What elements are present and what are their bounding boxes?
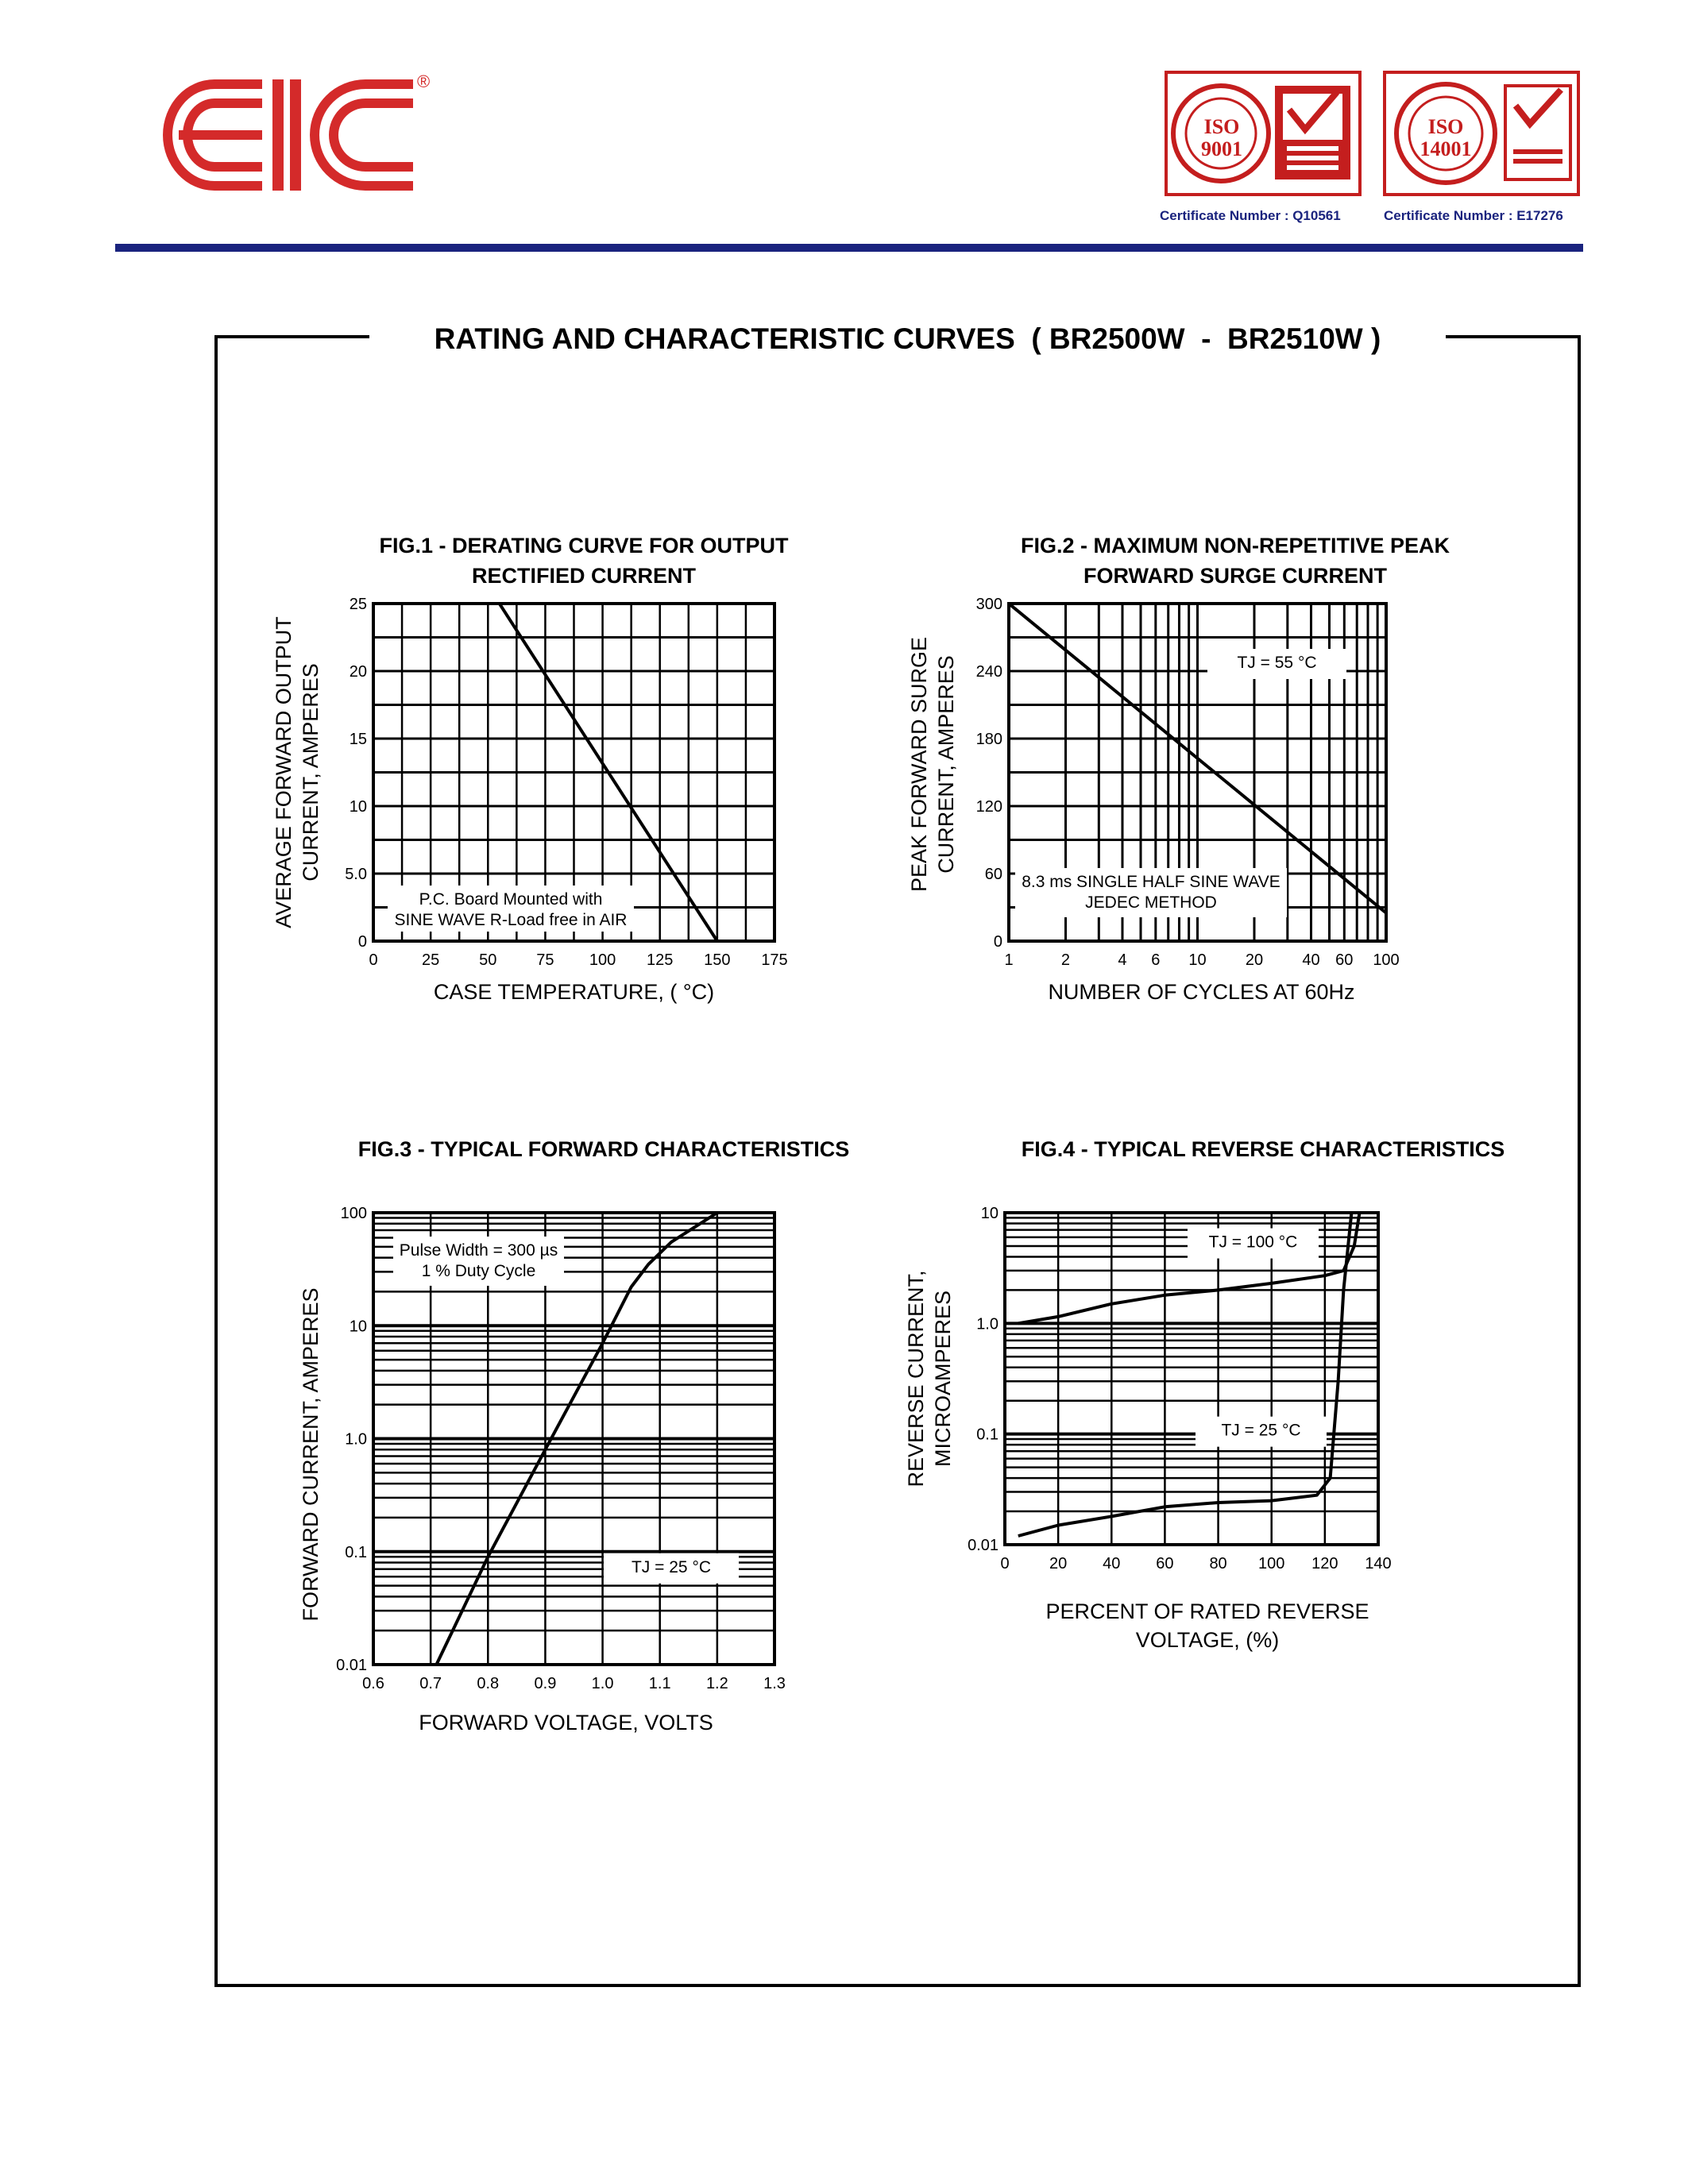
fig1-y-axis-label-line2: CURRENT, AMPERES	[299, 663, 323, 882]
y-tick-label: 0.1	[976, 1426, 999, 1444]
y-tick-label: 300	[975, 596, 1002, 613]
x-tick-label: 100	[1258, 1555, 1285, 1572]
fig1-annotation-text: SINE WAVE R-Load free in AIR	[394, 911, 628, 929]
x-tick-label: 0	[1000, 1555, 1010, 1572]
y-tick-label: 1.0	[976, 1315, 999, 1333]
fig1-annotation-text: P.C. Board Mounted with	[419, 890, 603, 909]
fig3-y-axis-label: FORWARD CURRENT, AMPERES	[299, 1287, 323, 1622]
fig2-annotation-text: JEDEC METHOD	[1085, 893, 1217, 912]
x-tick-label: 125	[647, 951, 674, 969]
fig4-tj100-label-text: TJ = 100 °C	[1208, 1233, 1298, 1252]
fig4-y-axis-label-line2: MICROAMPERES	[931, 1290, 955, 1468]
x-tick-label: 60	[1335, 951, 1354, 969]
registered-mark: ®	[417, 71, 431, 91]
x-tick-label: 1.2	[705, 1675, 728, 1692]
x-tick-label: 20	[1049, 1555, 1068, 1572]
x-tick-label: 1.0	[591, 1675, 614, 1692]
x-tick-label: 0.9	[534, 1675, 557, 1692]
cert-badge-text: ISO 14001	[1420, 115, 1472, 160]
x-tick-label: 25	[422, 951, 440, 969]
x-tick-label: 60	[1156, 1555, 1174, 1572]
y-tick-label: 180	[975, 731, 1002, 748]
x-tick-label: 2	[1060, 951, 1071, 969]
fig3-tj-label-text: TJ = 25 °C	[631, 1557, 712, 1576]
x-tick-label: 50	[479, 951, 497, 969]
y-tick-label: 10	[980, 1205, 999, 1222]
x-tick-label: 100	[589, 951, 616, 969]
y-tick-label: 10	[349, 798, 367, 816]
x-tick-label: 0.7	[419, 1675, 442, 1692]
fig2-title-line2: FORWARD SURGE CURRENT	[1083, 564, 1387, 588]
y-tick-label: 20	[349, 663, 367, 681]
x-tick-label: 0.6	[362, 1675, 384, 1692]
x-tick-label: 20	[1245, 951, 1264, 969]
fig2-y-axis-label-line1: PEAK FORWARD SURGE	[907, 636, 931, 893]
fig4-x-axis-label-line2: VOLTAGE, (%)	[1135, 1628, 1280, 1652]
y-tick-label: 0.01	[336, 1657, 367, 1674]
fig2-tj-label-text: TJ = 55 °C	[1237, 654, 1317, 672]
y-tick-label: 0	[357, 933, 367, 951]
y-tick-label: 0.01	[968, 1537, 999, 1554]
y-tick-label: 60	[984, 866, 1002, 883]
fig4-curve-tj25	[1018, 1213, 1352, 1536]
fig1-title-line2: RECTIFIED CURRENT	[472, 564, 696, 588]
x-tick-label: 40	[1302, 951, 1320, 969]
y-tick-label: 5.0	[345, 866, 367, 883]
y-tick-label: 120	[975, 798, 1002, 816]
x-tick-label: 6	[1151, 951, 1161, 969]
y-tick-label: 0	[993, 933, 1002, 951]
y-tick-label: 1.0	[345, 1430, 367, 1449]
fig3-annotation-text: 1 % Duty Cycle	[421, 1262, 536, 1280]
x-tick-label: 140	[1365, 1555, 1392, 1572]
y-tick-label: 25	[349, 596, 367, 613]
y-tick-label: 0.1	[345, 1543, 367, 1561]
x-tick-label: 4	[1118, 951, 1127, 969]
x-tick-label: 1	[1004, 951, 1014, 969]
x-tick-label: 75	[536, 951, 554, 969]
y-tick-label: 100	[340, 1205, 367, 1222]
fig4-y-axis-label-line1: REVERSE CURRENT,	[904, 1270, 928, 1488]
fig4-tj25-label-text: TJ = 25 °C	[1221, 1421, 1301, 1440]
x-tick-label: 0.8	[477, 1675, 500, 1692]
cert-number-iso14001: Certificate Number : E17276	[1384, 208, 1563, 223]
fig1-x-axis-label: CASE TEMPERATURE, ( °C)	[433, 980, 715, 1004]
fig2-title-line1: FIG.2 - MAXIMUM NON-REPETITIVE PEAK	[1020, 534, 1450, 558]
fig4-title-line1: FIG.4 - TYPICAL REVERSE CHARACTERISTICS	[1021, 1137, 1505, 1161]
grid	[1005, 1213, 1378, 1545]
x-tick-label: 10	[1188, 951, 1207, 969]
x-tick-label: 120	[1311, 1555, 1338, 1572]
y-tick-label: 10	[349, 1318, 367, 1336]
fig2-x-axis-label: NUMBER OF CYCLES AT 60Hz	[1048, 980, 1355, 1004]
x-tick-label: 80	[1209, 1555, 1227, 1572]
plot-frame	[1005, 1213, 1378, 1545]
y-tick-label: 240	[975, 663, 1002, 681]
cert-number-iso9001: Certificate Number : Q10561	[1160, 208, 1341, 223]
cert-badge-text: ISO 9001	[1201, 115, 1242, 160]
fig3-title-line1: FIG.3 - TYPICAL FORWARD CHARACTERISTICS	[357, 1137, 850, 1161]
fig1-y-axis-label-line1: AVERAGE FORWARD OUTPUT	[272, 616, 295, 928]
fig2-annotation-text: 8.3 ms SINGLE HALF SINE WAVE	[1022, 873, 1280, 891]
x-tick-label: 0	[369, 951, 378, 969]
x-tick-label: 175	[761, 951, 788, 969]
x-tick-label: 150	[704, 951, 731, 969]
fig3-annotation-text: Pulse Width = 300 µs	[399, 1241, 558, 1260]
fig4-x-axis-label-line1: PERCENT OF RATED REVERSE	[1045, 1599, 1369, 1623]
x-tick-label: 40	[1103, 1555, 1121, 1572]
y-tick-label: 15	[349, 731, 367, 748]
fig2-y-axis-label-line2: CURRENT, AMPERES	[934, 655, 958, 874]
fig1-title-line1: FIG.1 - DERATING CURVE FOR OUTPUT	[379, 534, 789, 558]
x-tick-label: 1.1	[648, 1675, 671, 1692]
x-tick-label: 100	[1373, 951, 1400, 969]
page-title: RATING AND CHARACTERISTIC CURVES ( BR2500W - BR2510W )	[434, 322, 1381, 355]
x-tick-label: 1.3	[763, 1675, 786, 1692]
fig3-x-axis-label: FORWARD VOLTAGE, VOLTS	[419, 1711, 713, 1734]
